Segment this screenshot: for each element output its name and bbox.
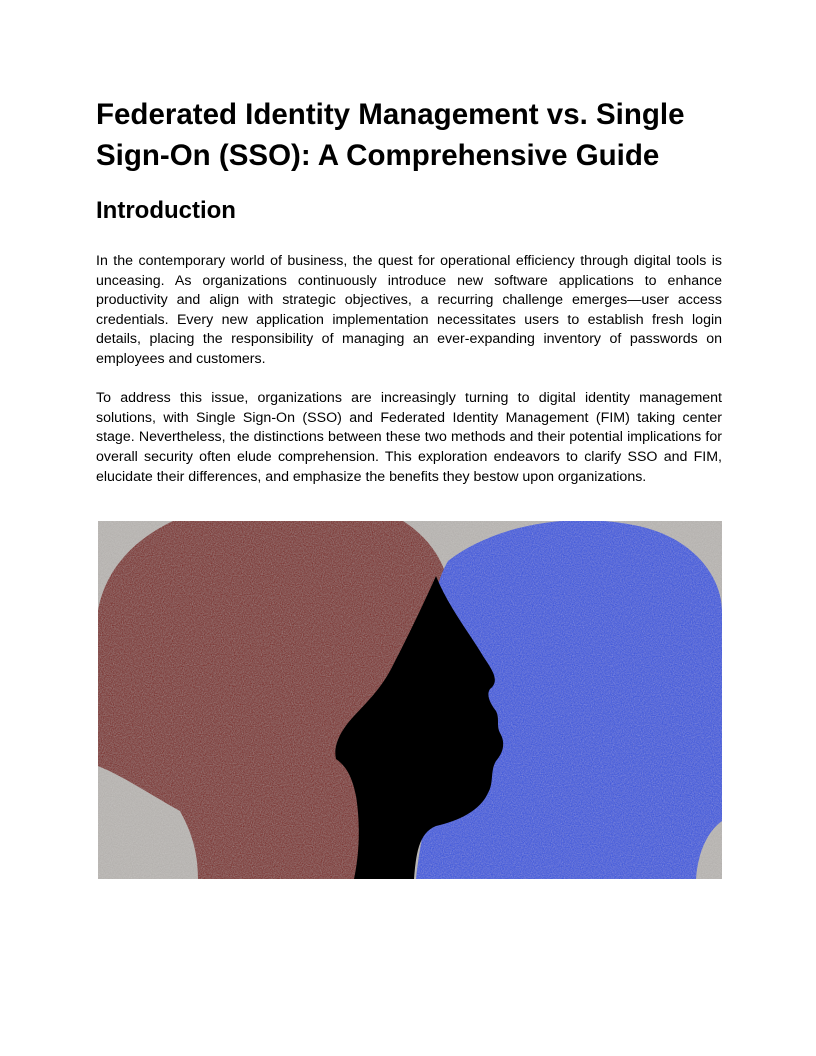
paragraph: To address this issue, organizations are increasingly turning to digital identity management solutions, with Single Sign-On (SSO) and Federated Identity Management (FIM) taking center stage. Nevertheless, the distinctions between these two methods and their potential implications for overall security often elude comprehension. This exploration endeavors to clarify SSO and FIM, elucidate their differences, and emphasize the benefits they bestow upon organizations.	[96, 390, 722, 485]
document-title: Federated Identity Management vs. Single Sign-On (SSO): A Comprehensive Guide	[96, 98, 685, 172]
document-page	[96, 94, 722, 487]
two-heads-illustration	[98, 521, 722, 879]
paragraph: In the contemporary world of business, the quest for operational efficiency through digital tools is unceasing. As organizations continuously introduce new software applications to enhance productivity and align with strategic objectives, a recurring challenge emerges—user access credentials. Every new application implementation necessitates users to establish fresh login details, placing the responsibility of managing an ever-expanding inventory of passwords on employees and customers.	[96, 253, 722, 367]
section-heading-introduction: Introduction	[96, 197, 236, 224]
